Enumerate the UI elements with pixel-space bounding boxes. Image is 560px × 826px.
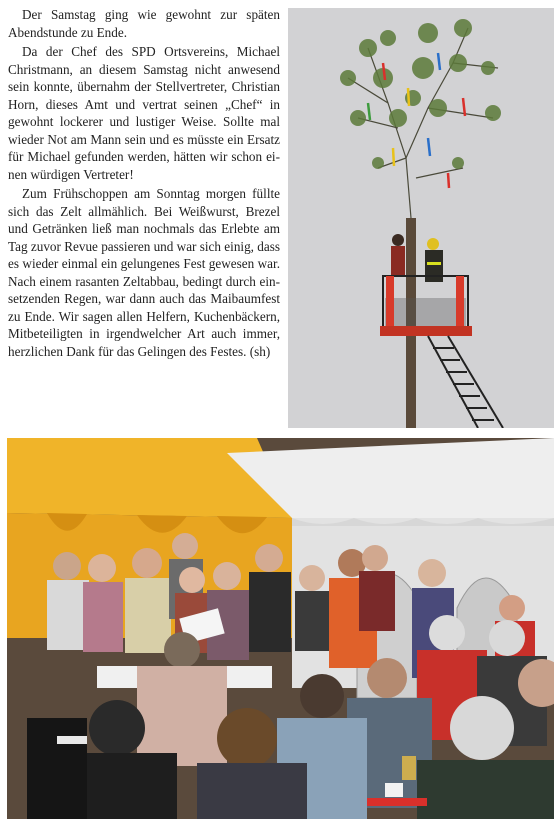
paragraph-2: Da der Chef des SPD Ortsvereins, Michael Christmann, an diesem Samstag nicht anwesend sein konnte, übernahm der Stellvertreter, Christian Horn, dieses Amt und vertrat seinen „Chef“ in gewohnt lockerer und lustiger Weise. Sollte mal wieder Not am Mann sein und es müsste ein Ersatz für Michael gefunden werden, hätten wir schon einen würdigen Vertreter! (8, 44, 280, 182)
paragraph-3: Zum Frühschoppen am Sonntag morgen füllte sich das Zelt allmählich. Bei Weißwurst, Brezel und Getränken ließ man nochmals das Erlebte am Tag zuvor Revue passieren und war sich einig, dass es wieder einmal ein gelungenes Fest gewesen war. Nach einem rasanten Zeltabbau, bedingt durch einsetzenden Regen, war dann auch das Maibaumfest zu Ende. Wir sagen allen Helfern, Kuchenbäckern, Mitbeteiligten in irgendwelcher Art auch immer, herzlichen Dank für das Gelingen des Festes. (sh) (8, 186, 280, 359)
photo-choir-tent (7, 438, 554, 819)
choir-illustration (7, 438, 554, 819)
maypole-illustration (288, 8, 554, 428)
photo-maypole-firefighters (288, 8, 554, 428)
article-text (8, 6, 280, 362)
paragraph-1: Der Samstag ging wie gewohnt zur späten Abendstunde zu Ende. (8, 7, 280, 40)
